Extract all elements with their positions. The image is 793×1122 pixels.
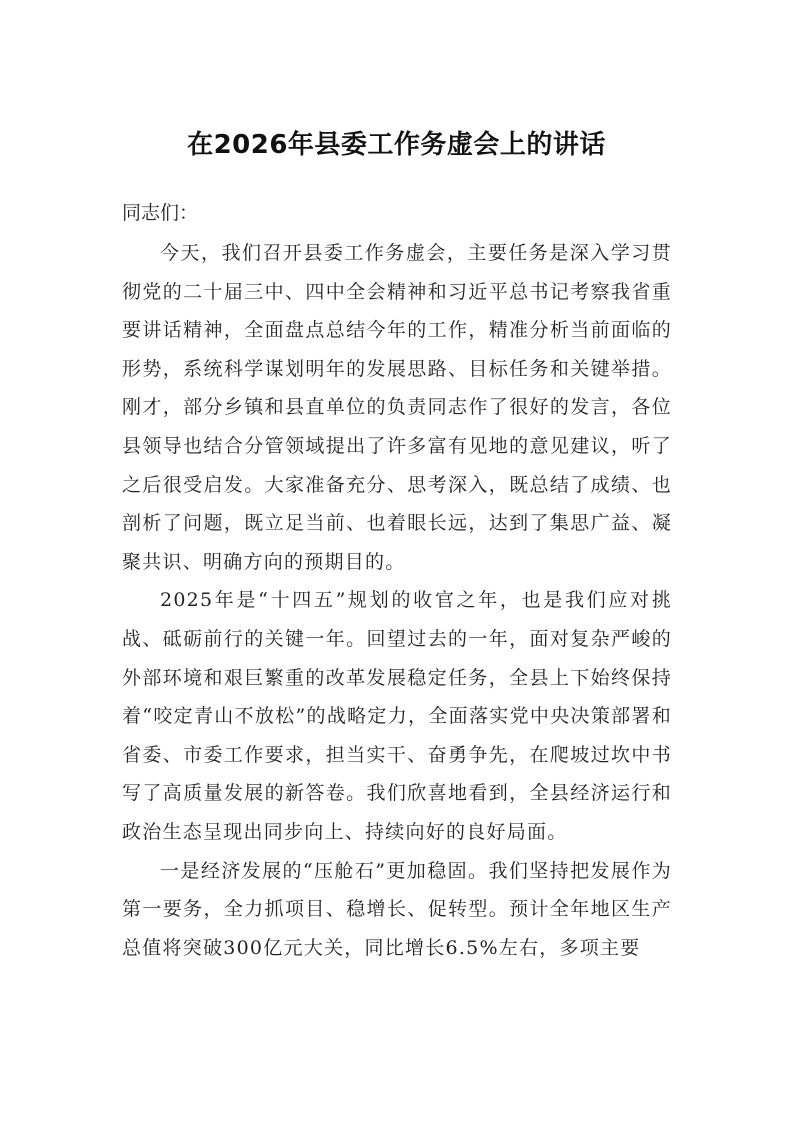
paragraph-review-2025: 2025年是“十四五”规划的收官之年，也是我们应对挑战、砥砺前行的关键一年。回望过去的一年，面对复杂严峻的外部环境和艰巨繁重的改革发展稳定任务，全县上下始终保持着“咬定青山不放松”的战略定力，全面落实党中央决策部署和省委、市委工作要求，担当实干、奋勇争先，在爬坡过坎中书写了高质量发展的新答卷。我们欣喜地看到，全县经济运行和政治生态呈现出同步向上、持续向好的良好局面。 [122,589,672,843]
paragraph-economic-development: 一是经济发展的“压舱石”更加稳固。我们坚持把发展作为第一要务，全力抓项目、稳增长、促转型。预计全年地区生产总值将突破300亿元大关，同比增长6.5%左右，多项主要 [122,859,672,959]
paragraph-opening: 今天，我们召开县委工作务虚会，主要任务是深入学习贯彻党的二十届三中、四中全会精神和习近平总书记考察我省重要讲话精神，全面盘点总结今年的工作，精准分析当前面临的形势，系统科学谋划明年的发展思路、目标任务和关键举措。刚才，部分乡镇和县直单位的负责同志作了很好的发言，各位县领导也结合分管领域提出了许多富有见地的意见建议，听了之后很受启发。大家准备充分、思考深入，既总结了成绩、也剖析了问题，既立足当前、也着眼长远，达到了集思广益、凝聚共识、明确方向的预期目的。 [122,242,672,573]
speech-title: 在2026年县委工作务虚会上的讲话 [187,130,606,160]
salutation: 同志们： [122,202,199,224]
speech-body [122,234,672,967]
